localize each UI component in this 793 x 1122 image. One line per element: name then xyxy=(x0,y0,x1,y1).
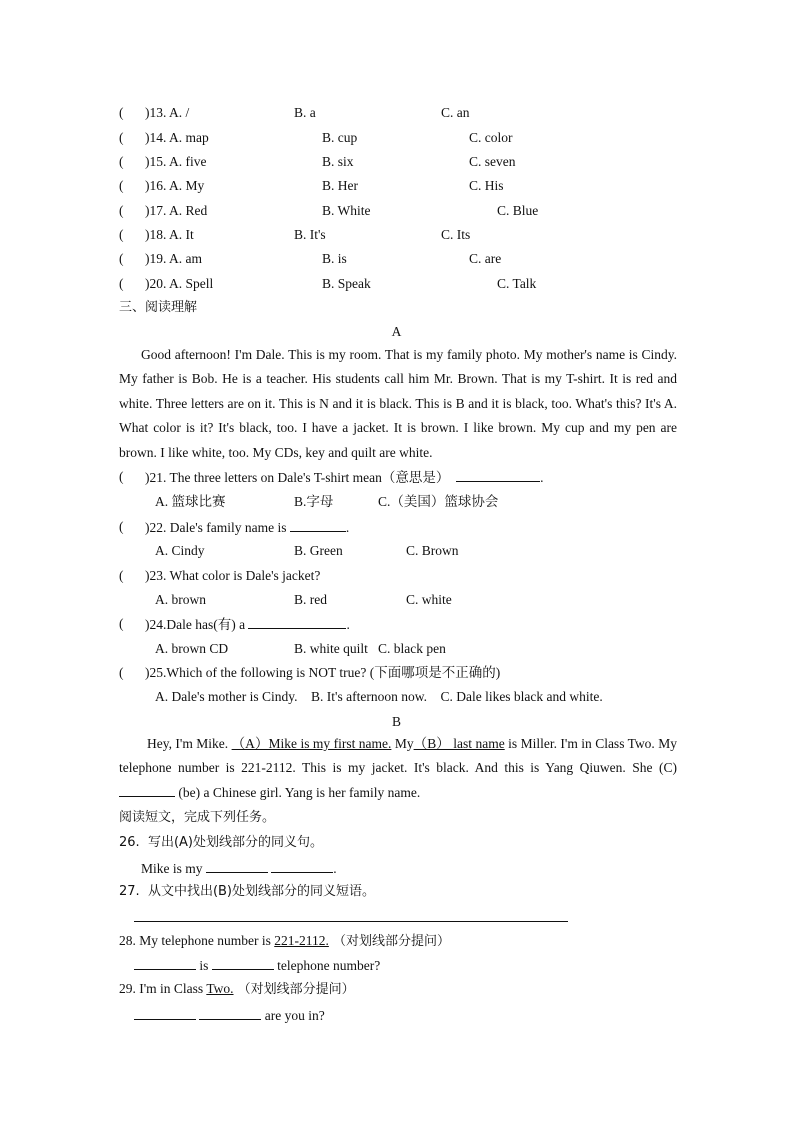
mc-16-b: B. Her xyxy=(322,178,358,193)
q28-mid: is xyxy=(196,958,212,973)
underline-a: （A）Mike is my first name. xyxy=(231,736,392,751)
mc-20-c: C. Talk xyxy=(497,276,537,291)
q22-b: B. Green xyxy=(294,543,343,558)
mc-15-c: C. seven xyxy=(469,154,516,169)
answer-blank[interactable] xyxy=(206,859,268,873)
mc-14-b: B. cup xyxy=(322,130,358,145)
mc-14-c: C. color xyxy=(469,130,513,145)
q26-answer-line xyxy=(141,859,337,878)
mc-17-b: B. White xyxy=(322,203,371,218)
q21-stem xyxy=(145,468,544,487)
mc-13-c: C. an xyxy=(441,105,470,120)
passage-b-label: B xyxy=(391,714,401,729)
passage-b-part4: (be) a Chinese girl. Yang is her family name. xyxy=(175,784,421,800)
q24-b: B. white quilt xyxy=(294,641,368,656)
q27-answer-line[interactable] xyxy=(134,921,568,922)
answer-blank[interactable] xyxy=(119,783,175,797)
mc-15-b: B. six xyxy=(322,154,354,169)
q22-stem xyxy=(145,518,349,537)
q23-b: B. red xyxy=(294,592,327,607)
mc-16-a: )16. A. My xyxy=(145,178,205,193)
q28-prefix: 28. My telephone number is xyxy=(119,933,275,948)
answer-blank[interactable] xyxy=(456,468,540,482)
answer-paren: ( xyxy=(119,178,124,193)
q26-stem: 26. 写出(A)处划线部分的同义句。 xyxy=(119,835,323,850)
mc-18-c: C. Its xyxy=(441,227,471,242)
q23-a: A. brown xyxy=(155,592,206,607)
q28-answer-line xyxy=(134,956,380,975)
answer-blank[interactable] xyxy=(290,518,346,532)
mc-14-a: )14. A. map xyxy=(145,130,209,145)
answer-paren: ( xyxy=(119,469,124,484)
q29-suffix: （对划线部分提问） xyxy=(233,982,355,997)
mc-15-a: )15. A. five xyxy=(145,154,207,169)
mc-17-c: C. Blue xyxy=(497,203,539,218)
q28-stem xyxy=(119,932,450,951)
q28-underlined: 221-2112. xyxy=(274,933,329,948)
q29-prefix: 29. I'm in Class xyxy=(119,981,207,996)
answer-paren: ( xyxy=(119,203,124,218)
mc-20-a: )20. A. Spell xyxy=(145,276,214,291)
q24-c: C. black pen xyxy=(378,641,446,656)
q26-end: . xyxy=(333,861,337,876)
q21-text: )21. The three letters on Dale's T-shirt mean（意思是） xyxy=(145,470,450,485)
answer-blank[interactable] xyxy=(212,956,274,970)
q22-c: C. Brown xyxy=(406,543,459,558)
answer-blank[interactable] xyxy=(134,956,196,970)
answer-blank[interactable] xyxy=(271,859,333,873)
passage-b-part1: Hey, I'm Mike. xyxy=(147,736,232,751)
answer-paren: ( xyxy=(119,616,124,631)
mc-13-b: B. a xyxy=(294,105,316,120)
answer-paren: ( xyxy=(119,251,124,266)
q27-stem: 27. 从文中找出(B)处划线部分的同义短语。 xyxy=(119,884,376,899)
q25-options: A. Dale's mother is Cindy. B. It's afternoon now. C. Dale likes black and white. xyxy=(155,689,603,704)
answer-paren: ( xyxy=(119,568,124,583)
q21-b: B.字母 xyxy=(294,494,334,509)
mc-20-b: B. Speak xyxy=(322,276,371,291)
q26-prefix: Mike is my xyxy=(141,861,206,876)
q24-end: . xyxy=(346,617,350,632)
answer-paren: ( xyxy=(119,276,124,291)
q29-end: are you in? xyxy=(261,1008,325,1023)
q29-answer-line xyxy=(134,1006,325,1025)
mc-19-b: B. is xyxy=(322,251,347,266)
passage-b-part3: is Miller. I'm in Class Two. My telephone number is 221-2112. This is my jacket. It's black. And this is Yang Qiuwen. She (C) xyxy=(119,736,678,776)
mc-17-a: )17. A. Red xyxy=(145,203,208,218)
q22-text: )22. Dale's family name is xyxy=(145,520,290,535)
q29-stem xyxy=(119,980,355,999)
answer-paren: ( xyxy=(119,665,124,680)
passage-b-part2: My xyxy=(391,736,414,751)
q25-stem: )25.Which of the following is NOT true? (下面哪项是不正确的) xyxy=(145,665,501,680)
passage-a-text: Good afternoon! I'm Dale. This is my room. That is my family photo. My mother's name is Cindy. My father is Bob. He is a teacher. His students call him Mr. Brown. That is my T-shirt. It is red and white. Three letters are on it. This is N and it is black. This is B and it is black, too. What's this? It's A. What color is it? It's black, too. I have a jacket. It is brown. I like brown. My cup and my pen are brown. I like white, too. My CDs, key and quilt are white. xyxy=(119,347,677,460)
answer-blank[interactable] xyxy=(248,615,346,629)
underline-b: （B） last name xyxy=(413,736,505,751)
answer-blank[interactable] xyxy=(199,1006,261,1020)
section-title: 三、阅读理解 xyxy=(119,300,198,315)
q24-a: A. brown CD xyxy=(155,641,229,656)
mc-13-a: )13. A. / xyxy=(145,105,190,120)
answer-paren: ( xyxy=(119,154,124,169)
q21-end: . xyxy=(540,470,544,485)
q24-text: )24.Dale has(有) a xyxy=(145,617,249,632)
passage-b-text xyxy=(119,732,677,805)
answer-blank[interactable] xyxy=(134,1006,196,1020)
q22-end: . xyxy=(345,520,350,535)
q28-suffix: （对划线部分提问） xyxy=(328,934,450,949)
q23-c: C. white xyxy=(406,592,452,607)
mc-19-a: )19. A. am xyxy=(145,251,202,266)
passage-a-label: A xyxy=(391,324,402,339)
q21-a: A. 篮球比赛 xyxy=(155,494,226,509)
mc-16-c: C. His xyxy=(469,178,504,193)
answer-paren: ( xyxy=(119,105,124,120)
q28-end: telephone number? xyxy=(273,958,381,973)
mc-19-c: C. are xyxy=(469,251,502,266)
q22-a: A. Cindy xyxy=(155,543,205,558)
q29-underlined: Two. xyxy=(206,981,234,996)
answer-paren: ( xyxy=(119,227,124,242)
mc-18-a: )18. A. It xyxy=(145,227,194,242)
task-intro: 阅读短文，完成下列任务。 xyxy=(119,810,276,825)
mc-18-b: B. It's xyxy=(294,227,326,242)
answer-paren: ( xyxy=(119,519,124,534)
answer-paren: ( xyxy=(119,130,124,145)
q23-stem: )23. What color is Dale's jacket? xyxy=(145,568,321,583)
q21-c: C.（美国）篮球协会 xyxy=(378,494,499,509)
q24-stem xyxy=(145,615,350,634)
